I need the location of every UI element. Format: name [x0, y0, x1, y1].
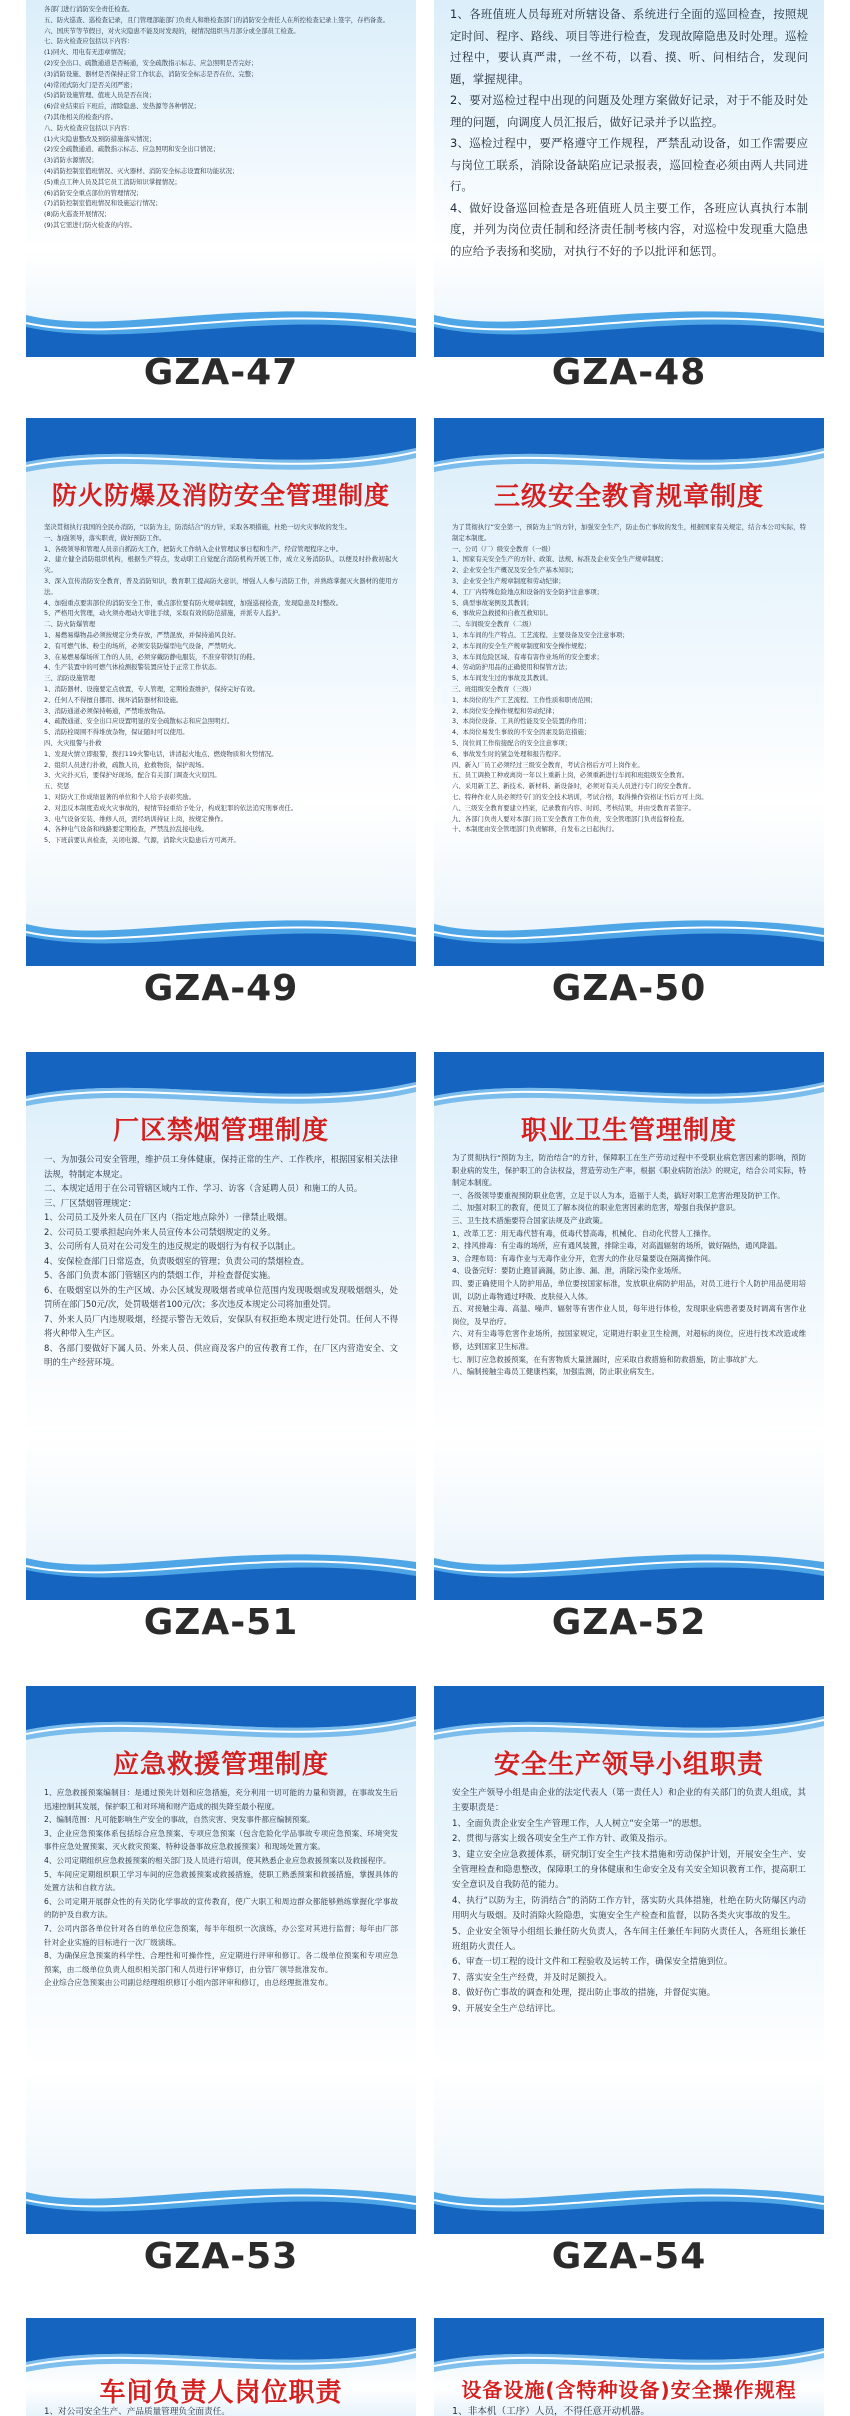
board-title: 设备设施(含特种设备)安全操作规程 — [461, 2378, 797, 2402]
board-line: 5、本车间发生过的事故及其教训。 — [452, 674, 552, 683]
board-line: 八、编制接触尘毒员工健康档案，加强监测，防止职业病发生。 — [452, 1367, 659, 1377]
board-line: 为了贯彻执行“预防为主，防治结合”的方针，保障职工在生产劳动过程中不受职业病危害因素的影响，预防职业病的发生，保护职工的合法权益，营造劳动生产率，根据《职业病防治法》的规定，结合公司实际，特制定本制度。 — [452, 1153, 806, 1188]
board-line: 2、公司员工要承担起向外来人员宣传本公司禁烟规定的义务。 — [44, 1226, 276, 1237]
board-line: 七、特种作业人员必须经专门的安全技术培训，考试合格，取得操作资格证书后方可上岗。 — [452, 792, 708, 801]
board-line: 3、本车间危险区域、有毒有害作业场所的安全要求； — [452, 652, 604, 661]
board-gza-47 — [26, 0, 416, 357]
board-line: 六、对有尘毒等危害作业场所，按国家规定，定期进行职业卫生检测，对超标的岗位，应进行技术改造或维修，达到国家卫生标准。 — [452, 1329, 806, 1351]
board-line: 一、各级领导要重视预防职业危害，立足于以人为本，造福于人类，搞好对职工危害治理及防护工作。 — [452, 1190, 785, 1200]
board-line: 3、本岗位设备、工具的性能及安全装置的作用； — [452, 717, 591, 726]
board-gza-48 — [434, 0, 824, 357]
board-line: 二、本规定适用于在公司管辖区域内工作、学习、访客（含延聘人员）和施工的人员。 — [44, 1183, 363, 1193]
board-gza-52 — [434, 1052, 824, 1600]
board-line: 六、国庆节等节假日，对火灾隐患不能及时发现的，视情况组织当月部分或全部员工检查。 — [44, 26, 300, 35]
board-text — [44, 1152, 398, 1536]
board-line: 8、为确保应急预案的科学性、合理性和可操作性，应定期进行评审和修订。各二级单位预案和专项应急预案，由二级单位负责人组织相关部门和人员进行评审修订，由分管厂领导批准发布。 — [44, 1951, 398, 1974]
board-line: 2、编制范围：凡可能影响生产安全的事故，自然灾害、突发事件都应编制预案。 — [44, 1815, 315, 1825]
board-line: 2、建立健全消防组织机构，根据生产特点，发动职工自觉配合消防机构开展工作，成立义务消防队，以便及时扑救初起火灾。 — [44, 555, 398, 575]
board-line: 2、对违反本制度造成火灾事故的，视情节轻重给予处分，构成犯罪的依法追究刑事责任。 — [44, 803, 298, 812]
board-line: 1、各级领导和管理人员亲自抓防火工作，把防火工作纳入企业管理议事日程和生产、经营管理程序之中。 — [44, 544, 343, 553]
board-line: 6、审查一切工程的设计文件和工程验收及运转工作，确保安全措施到位。 — [452, 1957, 733, 1968]
board-line: 3、在易燃易爆场所工作的人员，必须穿戴防静电服装，不准穿带铁钉的鞋。 — [44, 652, 259, 661]
board-code: GZA-47 — [143, 352, 299, 393]
board-line: 5、车间应定期组织职工学习车间的应急救援预案或救援措施，使职工熟悉预案和救援措施，掌握具体的处置方法和自救方法。 — [44, 1869, 398, 1893]
board-code: GZA-53 — [143, 2236, 299, 2277]
board-line: 5、消防栓周围不得堆放杂物，保证随时可以使用。 — [44, 728, 189, 737]
board-gza-54 — [434, 1686, 824, 2234]
board-line: 三、卫生技术措施要符合国家法规及产业政策。 — [452, 1215, 608, 1225]
board-line: 7、外来人员厂内违规吸烟，经提示警告无效后，安保队有权拒绝本规定进行处罚。任何人不得将火种带入生产区。 — [44, 1313, 398, 1338]
wave-footer — [26, 2170, 416, 2234]
wave-footer — [434, 902, 824, 966]
board-line: (4)消防控制室值班情况、灭火器材、消防安全标志设置和功能状况； — [44, 166, 239, 175]
board-line: 九、各部门负责人要对本部门员工安全教育工作负责，安全管理部门负责监督检查。 — [452, 814, 689, 823]
board-line: 8、各部门要做好下属人员、外来人员、供应商及客户的宣传教育工作，在厂区内营造安全、文明的生产经营环境。 — [44, 1342, 398, 1367]
board-line: 四、要正确使用个人防护用品，单位要按国家标准，发放职业病防护用品，对员工进行个人防护用品使用培训，以防止毒物通过呼吸、皮肤侵入人体。 — [452, 1278, 806, 1301]
board-line: 3、消防通道必须保持畅通，严禁堆放物品。 — [44, 706, 170, 715]
board-line: 八、三级安全教育要建立档案，记录教育内容、时间、考核结果，并由受教育者签字。 — [452, 803, 695, 812]
board-line: 5、企业安全领导小组组长兼任防火负责人，各车间主任兼任车间防火责任人，各班组长兼任班组防火责任人。 — [452, 1926, 806, 1953]
board-line: 安全生产领导小组是由企业的法定代表人（第一责任人）和企业的有关部门的负责人组成，其主要职责是： — [452, 1788, 806, 1814]
board-line: 4、工厂内特殊危险地点和设备的安全防护注意事项； — [452, 587, 604, 596]
board-line: 十、本制度由安全管理部门负责解释，自发布之日起执行。 — [452, 825, 619, 834]
board-line: 7、公司内部各单位针对各自的单位应急预案，每半年组织一次演练，办公室对其进行监督；每年由厂部针对企业实施的目标进行一次厂级演练。 — [44, 1923, 398, 1947]
board-line: (2)安全出口、疏散通道是否畅通，安全疏散指示标志、应急照明是否完好； — [44, 58, 258, 67]
board-line: 1、对防火工作成绩显著的单位和个人给予表彰奖励。 — [44, 792, 196, 801]
board-line: 一、公司（厂）级安全教育（一级） — [452, 544, 555, 553]
board-line: 4、加强重点要害部位的消防安全工作，重点部位要有防火规章制度，加强巡视检查，发现隐患及时整改。 — [44, 598, 343, 607]
board-line: 4、设备完好：要防止跑冒滴漏，防止渗、漏、泄，消除污染作业场所。 — [452, 1266, 686, 1276]
board-equipment-rules — [434, 2318, 824, 2416]
board-line: 3、企业应急预案体系包括综合应急预案、专项应急预案（包含危险化学品事故专项应急预案、环境突发事件应急处置预案、灭火救灾预案、特种设备事故应急救援预案）和现场处置方案。 — [44, 1828, 398, 1852]
board-text — [450, 4, 808, 287]
board-line: 6、公司定期开展群众性的有关防化学事故的宣传教育，使广大职工和周边群众都能够熟练掌握化学事故的防护及自救方法。 — [44, 1896, 398, 1920]
board-line: (7)其他相关的检查内容。 — [44, 112, 117, 121]
board-line: (3)消防设施、器材是否保持正常工作状态，消防安全标志是否在位、完整； — [44, 69, 258, 78]
board-line: (4)常闭式防火门是否关闭严密； — [44, 80, 137, 89]
board-line: 2、排风排毒：有尘毒的场所，应有通风装置，排除尘毒，对高温辐射的场所，做好隔热，通风降温。 — [452, 1241, 782, 1251]
board-line: 5、岗位间工作衔接配合的安全注意事项； — [452, 738, 572, 747]
board-line: 1、消防器材、设施要定点放置，专人管理，定期检查维护，保持完好有效。 — [44, 684, 259, 693]
board-line: 5、各部门负责本部门管辖区内的禁烟工作，并检查督促实施。 — [44, 1270, 276, 1280]
board-line: 2、本岗位安全操作规程和劳动纪律； — [452, 706, 559, 715]
board-line: 一、加强领导，落实职责，做好预防工作。 — [44, 533, 166, 542]
board-text — [44, 522, 398, 902]
board-line: (6)营业结束后下班后，清除隐患、发热源等各种情况； — [44, 102, 201, 111]
board-text — [44, 2406, 398, 2416]
board-line: (8)防火巡查开展情况； — [44, 210, 111, 219]
board-line: 1、发现火情立即报警，拨打119火警电话，讲清起火地点、燃烧物质和火势情况。 — [44, 749, 278, 758]
board-line: 3、电气设备安装、维修人员，需经培训持证上岗，按规定操作。 — [44, 814, 228, 823]
board-line: 2、本车间的安全生产规章制度和安全操作规程； — [452, 641, 591, 650]
board-code: GZA-50 — [551, 968, 707, 1009]
board-text — [44, 4, 398, 287]
board-title: 厂区禁烟管理制度 — [112, 1116, 329, 1146]
board-line: 4、执行“以防为主，防消结合”的消防工作方针，落实防火具体措施，杜绝在防火防爆区内动用明火与吸烟。及时消除火险隐患，实施安全生产检查和监督，以防各类火灾事故的发生。 — [452, 1895, 806, 1922]
wave-footer — [26, 902, 416, 966]
board-line: 6、事故应急救援和自救互救知识。 — [452, 609, 552, 618]
board-line: 2、贯彻与落实上级各项安全生产工作方针、政策及指示。 — [452, 1834, 673, 1845]
board-line: 4、本岗位易发生事故的不安全因素及防范措施； — [452, 728, 591, 737]
board-title: 车间负责人岗位职责 — [99, 2378, 343, 2408]
board-line: 5、典型事故案例及其教训； — [452, 598, 533, 607]
board-line: 各部门进行消防安全责任检查。 — [44, 5, 134, 13]
board-line: 三、厂区禁烟管理规定： — [44, 1197, 137, 1208]
board-line: 6、事故发生时的紧急处理和报告程序。 — [452, 749, 565, 758]
wave-footer — [26, 293, 416, 357]
board-line: 二、防火防爆管理 — [44, 620, 96, 629]
board-line: 3、火灾扑灭后，要保护好现场，配合有关部门调查火灾原因。 — [44, 771, 221, 780]
board-line: 4、做好设备巡回检查是各班值班人员主要工作，各班应认真执行本制度，并列为岗位责任制和经济责任制考核内容，对巡检中发现重大隐患的应给予表扬和奖励，对执行不好的予以批评和惩罚。 — [450, 200, 808, 258]
board-line: 2、企业安全生产概况及安全生产基本知识； — [452, 566, 578, 575]
board-line: 3、巡检过程中，要严格遵守工作规程，严禁乱动设备，如工作需要应与岗位工联系，消除设备缺陷应记录报表，巡回检查必须由两人共同进行。 — [450, 136, 808, 193]
wave-footer — [434, 1536, 824, 1600]
board-code: GZA-52 — [551, 1602, 707, 1643]
board-code: GZA-49 — [143, 968, 299, 1009]
board-line: (6)消防安全重点部位的管理情况； — [44, 188, 143, 197]
board-line: (5)消防设施管理、值班人员是否在岗； — [44, 91, 156, 100]
board-line: 八、防火检查应包括以下内容： — [44, 123, 134, 132]
board-line: 五、员工调换工种或离岗一年以上重新上岗，必须重新进行车间和班组级安全教育。 — [452, 771, 689, 780]
board-line: 五、奖惩 — [44, 782, 70, 791]
board-line: (5)重点工种人员及其它员工消防知识掌握情况； — [44, 177, 181, 186]
board-line: 二、加强对职工的教育，使员工了解本岗位的职业危害因素的危害，增强自我保护意识。 — [452, 1203, 741, 1213]
board-line: 2、要对巡检过程中出现的问题及处理方案做好记录，对于不能及时处理的问题，向调度人员汇报后，做好记录并予以监控。 — [450, 93, 808, 129]
board-line: 1、全面负责企业安全生产管理工作，人人树立“安全第一”的思想。 — [452, 1818, 707, 1829]
board-line: 4、生产装置中的可燃气体检测报警装置应处于正常工作状态。 — [44, 663, 221, 672]
board-title: 安全生产领导小组职责 — [493, 1750, 764, 1780]
board-gza-50 — [434, 418, 824, 966]
board-line: 4、公司定期组织应急救援预案的相关部门及人员进行培训，使其熟悉企业应急救援预案以及救援程序。 — [44, 1855, 391, 1865]
board-title: 应急救援管理制度 — [112, 1750, 329, 1780]
board-line: 1、改革工艺：用无毒代替有毒，低毒代替高毒，机械化、自动化代替人工操作。 — [452, 1228, 716, 1238]
board-line: 1、易燃易爆物品必须按规定分类存放，严禁混放，并保持通风良好。 — [44, 630, 240, 639]
board-line: 4、各种电气设备和线路要定期检查，严禁乱拉乱接电线。 — [44, 825, 208, 834]
board-line: 7、落实安全生产经费，并及时足额投入。 — [452, 1972, 613, 1983]
board-line: 四、火灾报警与扑救 — [44, 738, 102, 747]
board-gza-53 — [26, 1686, 416, 2234]
board-line: 1、应急救援预案编制目：是通过预先计划和应急措施，充分利用一切可能的力量和资源，在事故发生后迅速控制其发展，保护职工和对环境和财产造成的损失降至最小程度。 — [44, 1788, 398, 1811]
board-text — [452, 1786, 806, 2170]
board-line: 2、任何人不得擅自挪用、损坏消防器材和设施。 — [44, 695, 183, 704]
board-text — [452, 1152, 806, 1536]
board-line: 2、组织人员进行扑救，疏散人员，抢救物资，保护现场。 — [44, 760, 208, 769]
board-line: (1)火灾隐患整改及预防措施落实情况； — [44, 134, 156, 143]
board-line: 六、采用新工艺、新技术、新材料、新设备时，必须对有关人员进行专门的安全教育。 — [452, 782, 695, 791]
board-line: 5、下班前要认真检查，关闭电源、气源，消除火灾隐患后方可离开。 — [44, 836, 240, 845]
board-line: 3、深入宣传消防安全教育，普及消防知识，教育职工提高防火意识，增强人人参与消防工作，并熟练掌握灭火器材的使用方法。 — [44, 576, 398, 596]
board-line: (1)同火、用电有无违章情况； — [44, 48, 130, 57]
board-line: 6、在吸烟室以外的生产区域、办公区域发现吸烟者或单位范围内发现吸烟或发现吸烟烟头，处罚所在部门50元/次，处罚吸烟者100元/次；多次违反本规定公司将加重处罚。 — [44, 1284, 398, 1309]
board-line: 1、国家有关安全生产的方针、政策、法规、标准及企业安全生产规章制度； — [452, 555, 667, 564]
board-text — [44, 1786, 398, 2170]
board-line: 8、做好伤亡事故的调查和处理，提出防止事故的措施，并督促实施。 — [452, 1988, 716, 1999]
board-line: (9)其它需进行防火检查的内容。 — [44, 220, 137, 229]
board-line: 七、防火检查应包括以下内容： — [44, 37, 134, 46]
board-title: 三级安全教育规章制度 — [493, 482, 764, 512]
board-line: 一、为加强公司安全管理，维护员工身体健康，保持正常的生产、工作秩序，根据国家相关法律法规，特制定本规定。 — [44, 1154, 398, 1179]
board-line: 五、对接触尘毒、高温、噪声、辐射等有害作业人员，每年进行体检，发现职业病患者要及时调离有害作业岗位，及早治疗。 — [452, 1304, 806, 1326]
board-line: 1、本车间的生产特点、工艺流程、主要设备及安全注意事项； — [452, 630, 629, 639]
board-line: 七、制订应急救援预案，在有害物质大量泄漏时，应采取自救措施和防救措施，防止事故扩大。 — [452, 1354, 763, 1364]
board-gza-49 — [26, 418, 416, 966]
board-line: (2)安全疏散通道、疏散指示标志、应急照明和安全出口情况； — [44, 145, 220, 154]
wave-footer — [434, 2170, 824, 2234]
board-gza-51 — [26, 1052, 416, 1600]
board-line: 企业综合应急预案由公司副总经理组织修订小组内部评审和修订，由总经理批准发布。 — [44, 1978, 333, 1988]
board-line: 3、公司所有人员对在公司发生的违反规定的吸烟行为有权予以制止。 — [44, 1241, 301, 1251]
board-line: 4、疏散通道、安全出口应设置明显的安全疏散标志和应急照明灯。 — [44, 717, 234, 726]
board-line: 1、本岗位的生产工艺流程、工作性质和职责范围； — [452, 695, 597, 704]
board-line: 五、防火巡查、巡检查记录，且门管理部能部门负责人和维检查部门的消防安全责任人在所控检查记录上签字，存档备查。 — [44, 15, 390, 24]
board-line: 四、新入厂员工必须经过三级安全教育，考试合格后方可上岗作业。 — [452, 760, 644, 769]
board-text — [452, 2406, 806, 2416]
board-line: 5、严格用火管理，动火须办理动火审批手续，采取有效的防范措施，并派专人监护。 — [44, 609, 285, 618]
board-line: 1、非本机（工序）人员，不得任意开动机器。 — [452, 2406, 650, 2416]
board-line: 3、合理布局：有毒作业与无毒作业分开，危害大的作业尽量要设在隔离操作间。 — [452, 1253, 716, 1263]
board-code: GZA-48 — [551, 352, 707, 393]
board-line: 三、消防设施管理 — [44, 674, 96, 683]
board-text — [452, 522, 806, 902]
board-line: 二、车间级安全教育（二级） — [452, 620, 536, 629]
board-line: 9、开展安全生产总结评比。 — [452, 2003, 561, 2014]
board-code: GZA-51 — [143, 1602, 299, 1643]
board-line: 三、班组级安全教育（三级） — [452, 684, 536, 693]
board-line: 4、劳动防护用品的正确使用和保管方法； — [452, 663, 572, 672]
board-workshop-duty — [26, 2318, 416, 2416]
board-line: 4、安保检查部门日常巡查，负责吸烟室的管理；负责公司的禁烟检查。 — [44, 1255, 309, 1266]
board-title: 防火防爆及消防安全管理制度 — [51, 481, 390, 510]
board-line: 3、建立安全应急救援体系，研究制订安全生产技术措施和劳动保护计划，开展安全生产、安全管理检查和隐患整改，保障职工的身体健康和生命安全及有关安全知识教育工作，提高职工安全意识及自我防范的能力。 — [452, 1849, 806, 1891]
board-line: 1、对公司安全生产、产品质量管理负全面责任。 — [44, 2407, 230, 2416]
wave-footer — [434, 293, 824, 357]
board-title: 职业卫生管理制度 — [520, 1116, 737, 1146]
board-line: 1、公司员工及外来人员在厂区内（指定地点除外）一律禁止吸烟。 — [44, 1212, 293, 1222]
board-line: 为了贯彻执行“安全第一，预防为主”的方针，加强安全生产，防止伤亡事故的发生，根据国家有关规定，结合本公司实际，特制定本制度。 — [452, 523, 806, 542]
board-code: GZA-54 — [551, 2236, 707, 2277]
board-line: (3)消防水源情况； — [44, 156, 98, 165]
board-line: 2、有可燃气体、粉尘的场所，必须安装防爆型电气设备，严禁明火。 — [44, 641, 240, 650]
board-line: 3、企业安全生产规章制度和劳动纪律； — [452, 576, 565, 585]
board-line: (7)消防控制室值班情况和设施运行情况； — [44, 199, 162, 208]
board-line: 1、各班值班人员每班对所辖设备、系统进行全面的巡回检查，按照规定时间、程序、路线、项目等进行检查，发现故障隐患及时处理。巡检过程中，要认真严肃，一丝不苟，以看、摸、听、问相结合，发现问题，掌握规律。 — [450, 7, 808, 86]
board-line: 坚决贯彻执行我国的全民办消防，“以防为主，防消结合”的方针，采取各项措施，杜绝一切火灾事故的发生。 — [44, 523, 351, 531]
wave-footer — [26, 1536, 416, 1600]
